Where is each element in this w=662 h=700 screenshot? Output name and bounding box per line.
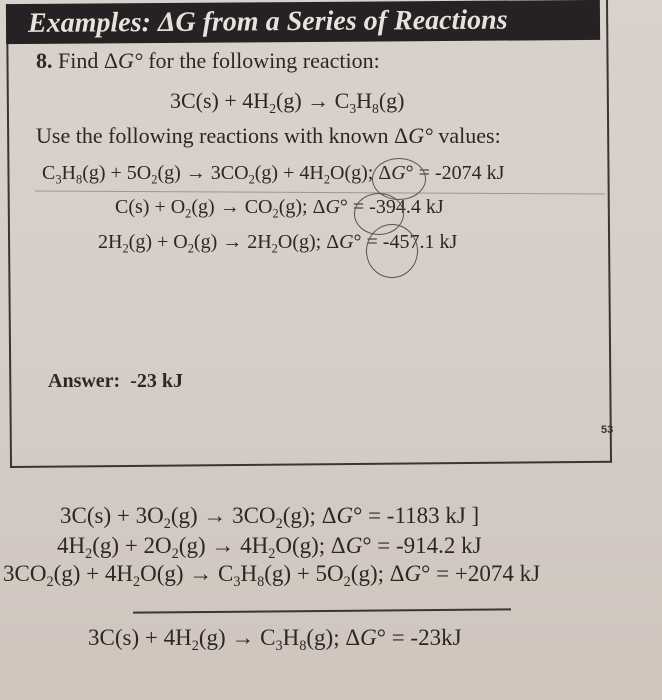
given-reaction-3: $2H_2(g) + O_2(g) \to 2H_2O(g)$; ΔG° = -457.1 kJ	[98, 231, 458, 256]
delta-g-value: -457.1 kJ	[382, 231, 458, 253]
delta-g-value: -1183 kJ ]	[386, 503, 480, 528]
given-reaction-2: $C(s) + O_2(g) \to CO_2(g)$; ΔG° = -394.4 kJ	[115, 196, 444, 221]
given-reaction-1: $C_3H_8(g) + 5O_2(g) \to 3CO_2(g) + 4H_2O(g)$; ΔG° = -2074 kJ	[42, 162, 505, 187]
solution-step-3: $3CO_2(g) + 4H_2O(g) \to C_3H_8(g) + 5O_2(g)$; ΔG° = +2074 kJ	[3, 561, 541, 590]
instruction-line	[36, 123, 501, 149]
question-suffix: for the following reaction:	[142, 48, 380, 73]
delta-g-value: -2074 kJ	[434, 162, 505, 184]
answer-value: -23 kJ	[130, 370, 184, 392]
section-title: Examples: ΔG from a Series of Reactions	[27, 4, 508, 39]
question-line	[36, 48, 380, 74]
question-prefix: Find Δ	[58, 48, 118, 73]
pencil-circle	[366, 224, 418, 278]
delta-g-value: +2074 kJ	[454, 561, 541, 586]
answer-line	[48, 370, 183, 393]
g-symbol: G°	[118, 48, 143, 73]
solution-result: $3C(s) + 4H_2(g) \to C_3H_8(g)$; ΔG° = -23kJ	[88, 625, 462, 654]
instruction-prefix: Use the following reactions with known Δ	[36, 123, 409, 148]
solution-step-2: $4H_2(g) + 2O_2(g) \to 4H_2O(g)$; ΔG° = -914.2 kJ	[57, 533, 482, 562]
target-reaction: $3C(s) + 4H_2(g) \to C_3H_8(g)$	[170, 88, 405, 116]
delta-g-value: -394.4 kJ	[369, 196, 444, 218]
page-number: 53	[601, 424, 614, 436]
answer-label: Answer:	[48, 370, 121, 392]
g-symbol: G°	[408, 123, 433, 148]
sum-rule	[133, 608, 511, 613]
delta-g-value: -23kJ	[410, 625, 462, 650]
instruction-suffix: values:	[432, 123, 501, 148]
delta-g-value: -914.2 kJ	[396, 533, 482, 558]
section-header	[6, 0, 600, 44]
solution-step-1: $3C(s) + 3O_2(g) \to 3CO_2(g)$; ΔG° = -1183 kJ ]	[60, 503, 480, 532]
question-number: 8.	[36, 48, 53, 73]
